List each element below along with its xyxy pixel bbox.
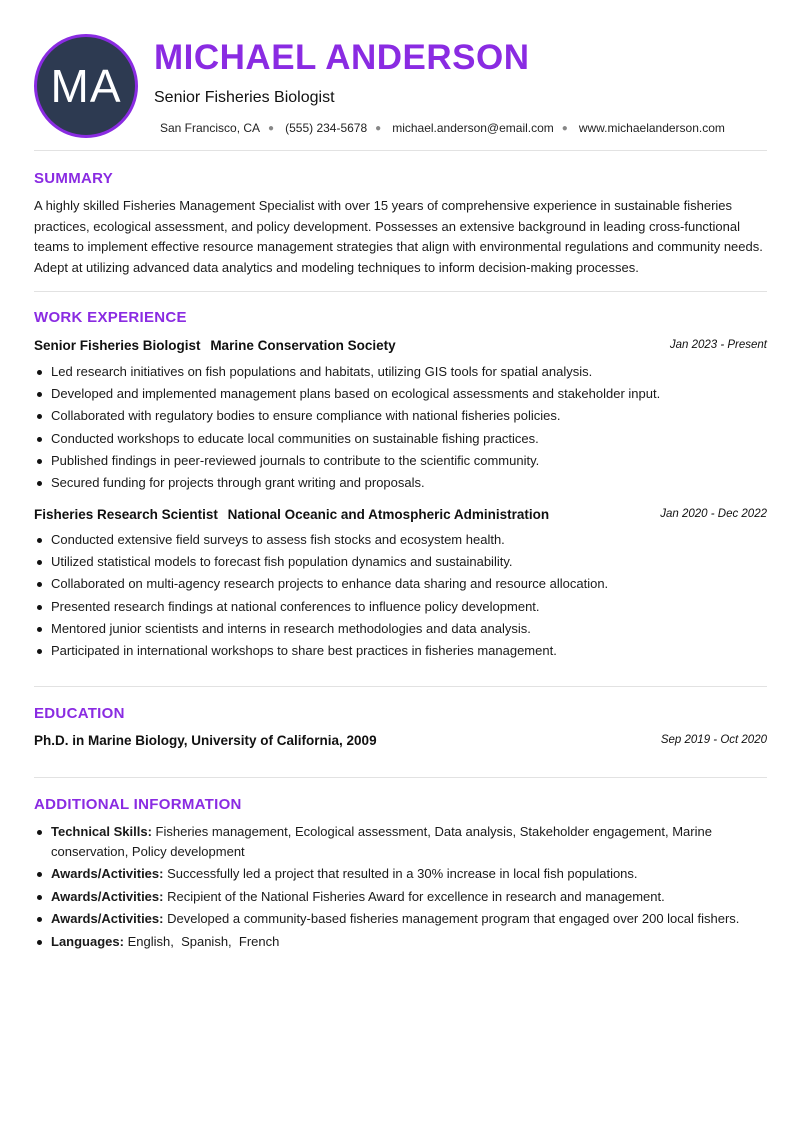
divider	[34, 777, 767, 778]
summary-text: A highly skilled Fisheries Management Specialist with over 15 years of comprehensive experience in sustainable fisheries practices, ecological assessment, and policy development. Possesses an extensive background in leading cross-functional teams to implement effective resource management strategies that align with environmental regulations and community needs. Adept at utilizing advanced data analytics and modeling techniques to inform decision-making processes.	[34, 198, 763, 275]
list-item: Collaborated on multi-agency research projects to enhance data sharing and resource allocation.	[34, 573, 767, 595]
additional-heading: ADDITIONAL INFORMATION	[34, 796, 242, 813]
contact-location: San Francisco, CA	[160, 121, 261, 135]
summary-heading: SUMMARY	[34, 170, 114, 187]
item-key: Technical Skills:	[51, 824, 152, 839]
education-degree: Ph.D. in Marine Biology, University of California, 2009	[34, 733, 377, 748]
list-item: Mentored junior scientists and interns in research methodologies and data analysis.	[34, 618, 767, 640]
list-item: Collaborated with regulatory bodies to ensure compliance with national fisheries policies.	[34, 405, 767, 427]
job-organization: National Oceanic and Atmospheric Administration	[227, 507, 550, 522]
contact-email[interactable]: michael.anderson@email.com	[392, 121, 554, 135]
education-dates: Sep 2019 - Oct 2020	[660, 734, 767, 746]
job-dates: Jan 2023 - Present	[669, 339, 767, 351]
list-item	[34, 822, 767, 861]
additional-list	[34, 822, 767, 954]
divider	[34, 291, 767, 292]
list-item: Utilized statistical models to forecast fish population dynamics and sustainability.	[34, 551, 767, 573]
job-role: Fisheries Research Scientist	[34, 507, 218, 522]
job-organization: Marine Conservation Society	[210, 338, 396, 353]
list-item: Conducted workshops to educate local communities on sustainable fishing practices.	[34, 428, 767, 450]
item-key: Awards/Activities:	[51, 911, 164, 926]
list-item	[34, 864, 767, 884]
resume-header	[34, 34, 767, 138]
candidate-title: Senior Fisheries Biologist	[154, 89, 335, 106]
education-heading: EDUCATION	[34, 705, 125, 722]
item-value: Successfully led a project that resulted in a 30% increase in local fish populations.	[167, 866, 638, 881]
list-item	[34, 887, 767, 907]
education-entry	[34, 733, 767, 751]
contact-website[interactable]: www.michaelanderson.com	[578, 121, 725, 135]
candidate-name: MICHAEL ANDERSON	[154, 38, 530, 77]
item-value: Recipient of the National Fisheries Award for excellence in research and management.	[167, 888, 665, 904]
job-role: Senior Fisheries Biologist	[34, 338, 201, 353]
avatar: MA	[34, 34, 138, 138]
list-item: Led research initiatives on fish populations and habitats, utilizing GIS tools for spatial analysis.	[34, 361, 767, 383]
list-item: Published findings in peer-reviewed journals to contribute to the scientific community.	[34, 450, 767, 472]
job-header	[34, 338, 767, 356]
contact-line	[160, 121, 725, 135]
list-item	[34, 932, 767, 952]
item-value: Developed a community-based fisheries management program that engaged over 200 local fishers.	[167, 911, 740, 926]
job-bullets	[34, 361, 767, 494]
job-dates: Jan 2020 - Dec 2022	[660, 508, 767, 520]
separator-dot-icon: ●	[561, 122, 568, 134]
item-value: Fisheries management, Ecological assessment, Data analysis, Stakeholder engagement, Marine conservation, Policy development	[51, 824, 712, 859]
item-value: English, Spanish, French	[127, 933, 280, 949]
list-item: Developed and implemented management plans based on ecological assessments and stakeholder input.	[34, 383, 767, 405]
list-item	[34, 909, 767, 929]
separator-dot-icon: ●	[375, 122, 382, 134]
item-key: Awards/Activities:	[51, 888, 164, 904]
divider	[34, 686, 767, 687]
list-item: Participated in international workshops to share best practices in fisheries management.	[34, 640, 767, 662]
item-key: Awards/Activities:	[51, 866, 164, 881]
job-bullets	[34, 529, 767, 662]
item-key: Languages:	[51, 933, 124, 949]
experience-heading: WORK EXPERIENCE	[34, 309, 187, 326]
job-header	[34, 507, 767, 525]
list-item: Presented research findings at national conferences to influence policy development.	[34, 596, 767, 618]
contact-phone: (555) 234-5678	[285, 121, 368, 135]
separator-dot-icon: ●	[268, 122, 275, 134]
divider	[34, 150, 767, 151]
list-item: Conducted extensive field surveys to assess fish stocks and ecosystem health.	[34, 529, 767, 551]
list-item: Secured funding for projects through grant writing and proposals.	[34, 472, 767, 494]
